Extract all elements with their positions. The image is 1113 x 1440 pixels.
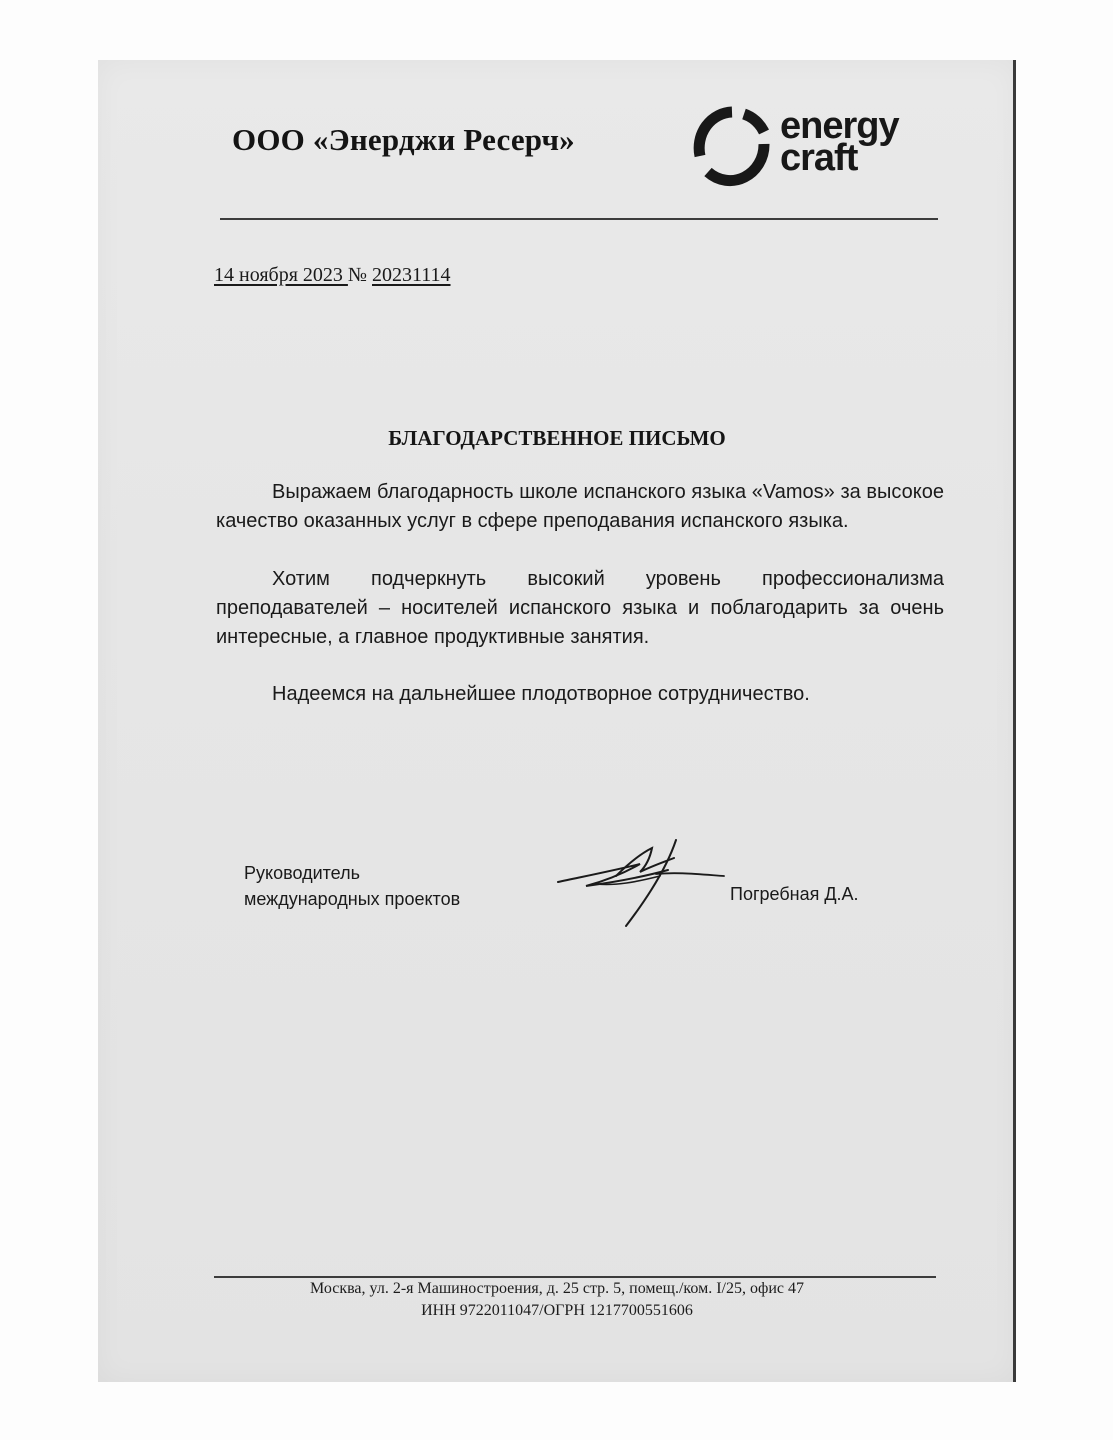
letter-title: БЛАГОДАРСТВЕННОЕ ПИСЬМО <box>388 426 726 450</box>
letter-date: 14 ноября 2023 <box>214 264 348 286</box>
letter-paragraph-2 <box>216 565 944 652</box>
letter-number: 20231114 <box>372 264 451 286</box>
reference-line <box>214 264 451 287</box>
signer-position-line-2: международных проектов <box>244 889 461 909</box>
footer-divider <box>214 1276 936 1278</box>
logo-text-energy: energy <box>780 105 899 147</box>
paragraph-text: Надеемся на дальнейшее плодотворное сотрудничество. <box>272 683 810 705</box>
header-divider <box>220 218 938 220</box>
number-sign: № <box>347 264 372 286</box>
signer-name: Погребная Д.А. <box>730 884 859 904</box>
logo-text-craft: craft <box>780 137 858 179</box>
paragraph-text: Хотим подчеркнуть высокий уровень профессионализма преподавателей – носителей испанского языка и поблагодарить за очень интересные, а главное продуктивные занятия. <box>216 568 944 648</box>
footer-registration: ИНН 9722011047/ОГРН 1217700551606 <box>421 1302 693 1319</box>
energy-craft-logo <box>692 102 932 192</box>
signer-position-line-1: Руководитель <box>244 863 360 883</box>
letter-paragraph-1 <box>216 478 944 536</box>
handwritten-signature <box>556 836 728 930</box>
logo-ring-icon <box>692 104 772 188</box>
paragraph-text: Выражаем благодарность школе испанского языка «Vamos» за высокое качество оказанных услуг в сфере преподавания испанского языка. <box>216 481 944 532</box>
page-edge-shadow <box>1013 60 1016 1382</box>
letter-paragraph-3 <box>216 680 944 709</box>
letter-page <box>98 60 1016 1382</box>
signer-position <box>244 860 460 912</box>
footer-address: Москва, ул. 2-я Машиностроения, д. 25 стр. 5, помещ./ком. I/25, офис 47 <box>309 1280 805 1297</box>
company-name: ООО «Энерджи Ресерч» <box>232 122 575 157</box>
